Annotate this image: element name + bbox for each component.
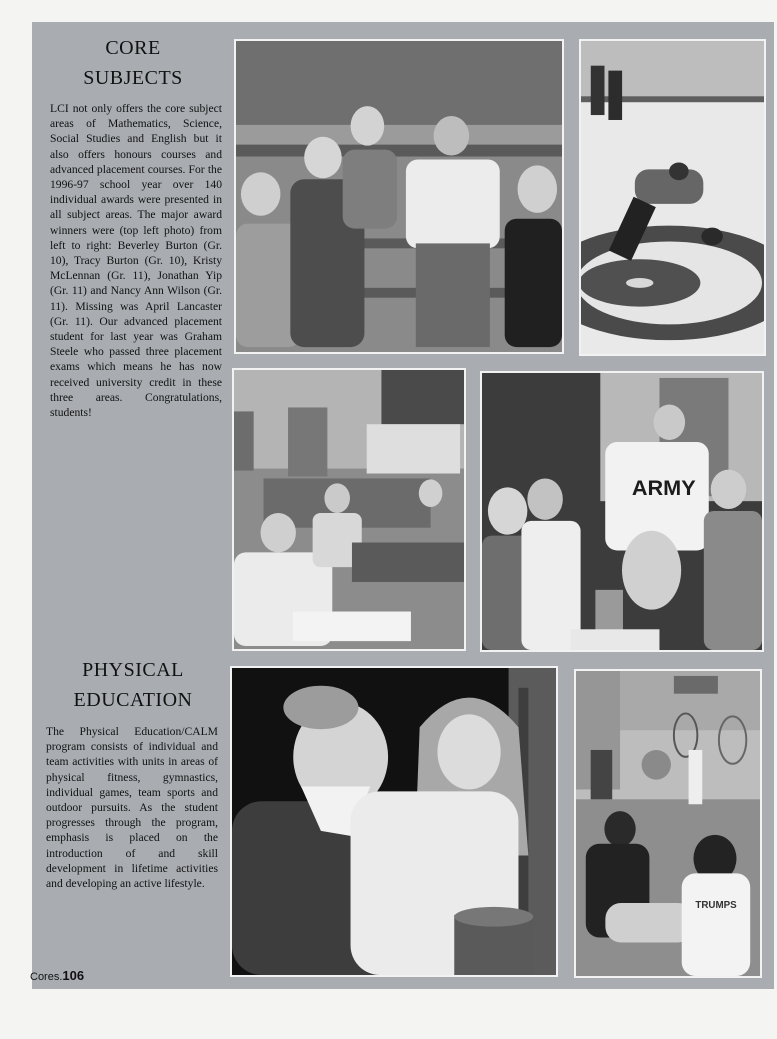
heading-line-2: EDUCATION xyxy=(73,689,193,711)
curling-photo xyxy=(579,39,766,356)
page-folio xyxy=(30,968,84,983)
heading-line-1: CORE xyxy=(105,37,161,59)
gymnasium-photo xyxy=(574,669,762,978)
science-lab-photo xyxy=(480,371,764,652)
core-subjects-body: LCI not only offers the core subject areas of Mathematics, Science, Social Studies and English but it also offers honours courses and advanced placement courses. For the 1996-97 school year over 140 individual awards were presented in all subject areas. The major award winners were (top left photo) from left to right: Beverley Burton (Gr. 10), Tracy Burton (Gr. 10), Kristy McLennan (Gr. 11), Jonathan Yip (Gr. 11) and Nancy Ann Wilson (Gr. 11). Missing was April Lancaster (Gr. 11). Our advanced placement student for last year was Graham Steele who passed three placement exams which means he has now received university credit in these three areas. Congratulations, students! xyxy=(50,102,222,420)
core-subjects-heading xyxy=(40,33,226,93)
heading-line-2: SUBJECTS xyxy=(83,67,183,89)
classroom-photo xyxy=(232,368,466,651)
physical-education-body: The Physical Education/CALM program consists of individual and team activities with units in areas of physical fitness, gymnastics, individual games, team sports and outdoor pursuits. As the student progresses through the program, emphasis is placed on the introduction of and skill development in lifetime activities and developing an active lifestyle. xyxy=(46,725,218,891)
goggles-students-photo xyxy=(230,666,558,977)
heading-line-1: PHYSICAL xyxy=(82,659,184,681)
page-number: 106 xyxy=(62,968,85,983)
folio-label: Cores. xyxy=(30,971,63,983)
gym-shirt-text: TRUMPS xyxy=(695,899,737,911)
army-shirt-text: ARMY xyxy=(631,475,696,501)
award-winners-photo xyxy=(234,39,564,354)
physical-education-heading xyxy=(40,655,226,715)
